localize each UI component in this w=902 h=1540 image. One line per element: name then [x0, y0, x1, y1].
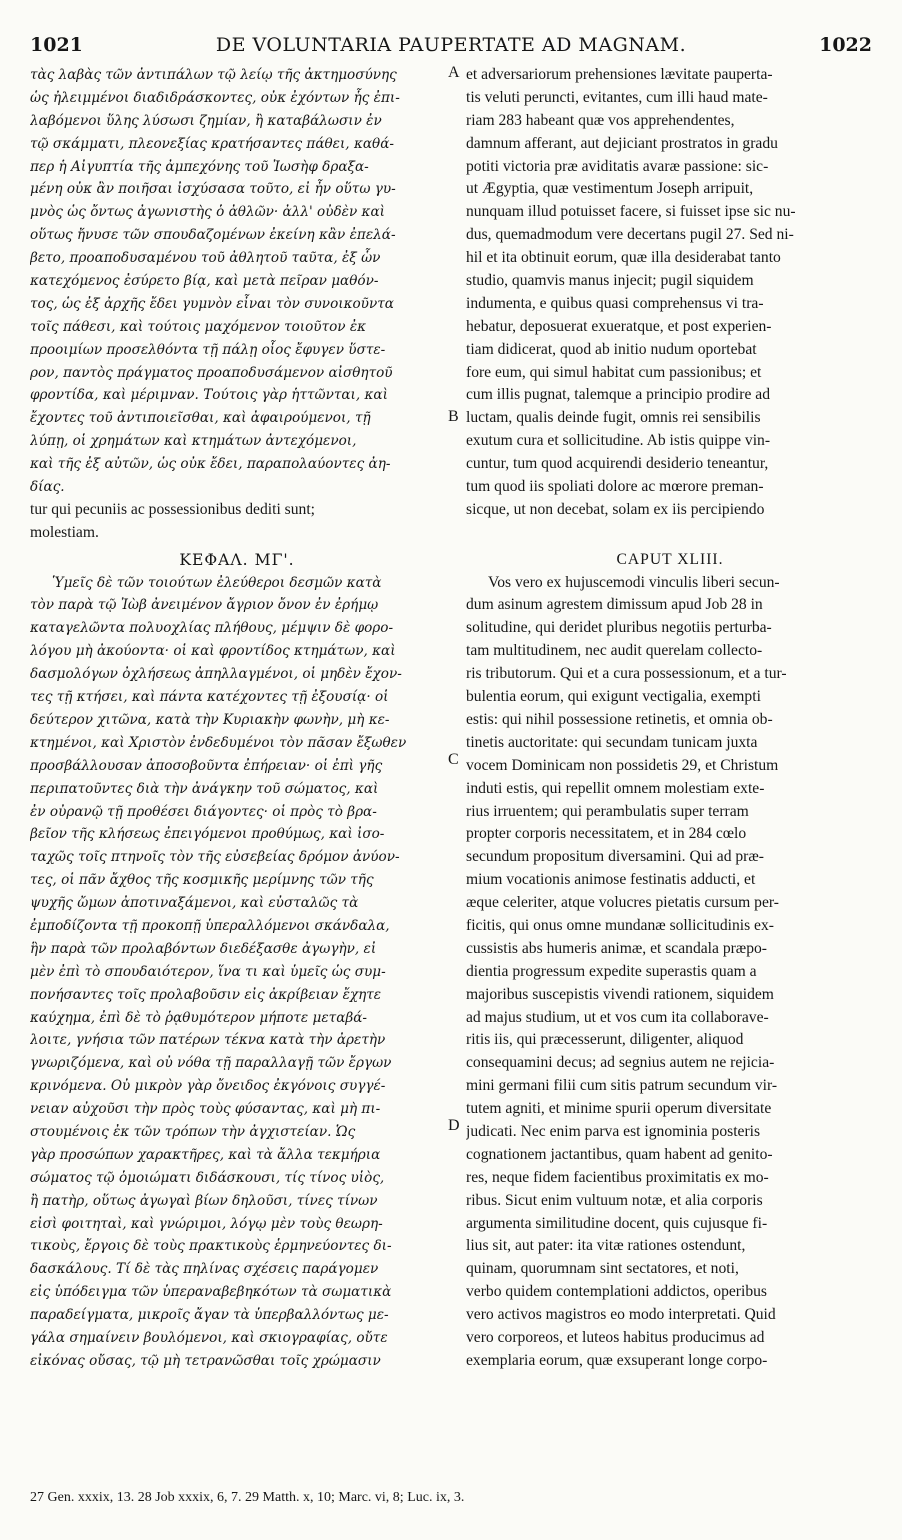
greek-text-line: τὸν παρὰ τῷ Ἰὼβ ἀνειμένον ἄγριον ὄνον ἐν ἐρήμῳ — [30, 597, 379, 614]
greek-text-line: δασμολόγων ὀχλήσεως ἀπηλλαγμένοι, οἱ μηδὲν ἔχον- — [30, 666, 402, 683]
latin-text-line: cuntur, tum quod acquirendi desiderio teneantur, — [466, 455, 769, 473]
latin-text-line: bulentia eorum, qui exigunt vectigalia, exempti — [466, 688, 761, 706]
greek-text-line: πονήσαντες τοῖς προλαβοῦσιν εἰς ἀκρίβειαν ἔχητε — [30, 986, 382, 1003]
latin-text-line: cum illis pugnat, talemque a principio prodire ad — [466, 386, 770, 404]
section-marker-a: A — [448, 64, 460, 81]
latin-text-line: indumenta, e quibus quasi comprehensus vi tra- — [466, 294, 764, 312]
latin-text-line: rius irruentem; qui perambulatis super terram — [466, 802, 749, 820]
latin-text-line: hebatur, deposuerat exueratque, et post experien- — [466, 317, 772, 335]
footnotes: 27 Gen. xxxix, 13. 28 Job xxxix, 6, 7. 29 Matth. x, 10; Marc. vi, 8; Luc. ix, 3. — [30, 1490, 465, 1505]
greek-text-line: γνωριζόμενα, καὶ οὐ νόθα τῇ παραλλαγῇ τῶν ἔργων — [30, 1055, 392, 1072]
latin-text-line: induti estis, qui repellit omnem molestiam exte- — [466, 779, 765, 797]
greek-text-line: εἰσὶ φοιτηταὶ, καὶ γνώριμοι, λόγῳ μὲν τοὺς θεωρη- — [30, 1215, 383, 1232]
latin-text-line: nunquam illud potuisset facere, si fuisset ipse sic nu- — [466, 203, 796, 221]
greek-text-line: ἐμποδίζοντα τῇ προκοπῇ ὑπεραλλόμενοι σκάνδαλα, — [30, 917, 390, 934]
latin-text-line: cussistis abs humeris animæ, et scandala præpo- — [466, 939, 767, 957]
greek-text-line: βεῖον τῆς κλήσεως ἐπειγόμενοι προθύμως, καὶ ἰσο- — [30, 826, 385, 843]
greek-text-line: τες, οἱ πᾶν ἄχθος τῆς κοσμικῆς μερίμνης τῶν τῆς — [30, 872, 374, 889]
greek-text-line: τῷ σκάμματι, πλεονεξίας κρατήσαντες πάθει, καθά- — [30, 135, 394, 152]
latin-text-line: majoribus suscepistis vivendi rationem, siquidem — [466, 985, 774, 1003]
greek-text-line: δασκάλους. Τί δὲ τὰς πηλίνας σχέσεις παράγομεν — [30, 1261, 379, 1278]
latin-text-line: Vos vero ex hujuscemodi vinculis liberi secun- — [488, 573, 780, 591]
greek-text-line: μνὸς ὡς ὄντως ἀγωνιστὴς ὁ ἀθλῶν· ἀλλ' οὐδὲν καὶ — [30, 204, 385, 221]
greek-text-line: λόγου μὴ ἀκούοντα· οἱ καὶ φροντίδος κτημάτων, καὶ — [30, 643, 396, 660]
latin-overflow-line: molestiam. — [30, 523, 99, 541]
latin-text-line: dientia progressum expedite superastis quam a — [466, 962, 757, 980]
column-spacer — [466, 522, 874, 545]
latin-text-line: solitudine, qui deridet pluribus negotiis perturba- — [466, 619, 772, 637]
greek-text-line: ταχῶς τοῖς πτηνοῖς τὸν τῆς εὐσεβείας δρόμον ἀνύον- — [30, 849, 400, 866]
section-marker-d: D — [448, 1117, 460, 1134]
greek-text-line: κρινόμενα. Οὐ μικρὸν γὰρ ὄνειδος ἐκγόνοις συγγέ- — [30, 1078, 386, 1095]
latin-text-line: estis: qui nihil possessione retinetis, et omnia ob- — [466, 710, 773, 728]
latin-text-line: vocem Dominicam non possidetis 29, et Christum — [466, 756, 779, 774]
greek-text-line: καύχημα, ἐπὶ δὲ τὸ ῥᾳθυμότερον μήποτε μεταβά- — [30, 1009, 368, 1026]
latin-text-line: vero corporeos, et luteos habitus producimus ad — [466, 1328, 765, 1346]
latin-text-line: damnum afferant, aut dejiciant prostratos in gradu — [466, 134, 778, 152]
latin-text-line: vero activos magistros eo modo interpretati. Quid — [466, 1306, 776, 1324]
latin-overflow-line: tur qui pecuniis ac possessionibus dediti sunt; — [30, 500, 315, 518]
latin-text-line: æque celeriter, atque volucres pietatis cursum per- — [466, 894, 779, 912]
greek-text-line: παραδείγματα, μικροῖς ἄγαν τὰ ὑπερβαλλόντως με- — [30, 1307, 389, 1324]
latin-text-line: et adversariorum prehensiones lævitate pauperta- — [466, 66, 773, 83]
greek-text-line: τος, ὡς ἐξ ἀρχῆς ἔδει γυμνὸν εἶναι τὸν συνοικοῦντα — [30, 295, 394, 312]
latin-text-line: quinam, quorumnam sint sectatores, et noti, — [466, 1260, 739, 1278]
latin-text-line: consequamini decus; ad segnius autem ne rejicia- — [466, 1054, 775, 1072]
latin-text-line: argumenta similitudine docent, quis cujusque fi- — [466, 1214, 768, 1232]
greek-text-line: κτημένοι, καὶ Χριστὸν ἐνδεδυμένοι τὸν πᾶσαν ἔξωθεν — [30, 734, 407, 751]
greek-text-line: δίας. — [30, 479, 65, 496]
latin-text-line: mini germani filii cum sitis patrum secundum vir- — [466, 1077, 778, 1095]
greek-text-line: δεύτερον χιτῶνα, κατὰ τὴν Κυριακὴν φωνὴν, μὴ κε- — [30, 711, 390, 728]
greek-text-line: περ ἡ Αἰγυπτία τῆς ἀμπεχόνης τοῦ Ἰωσὴφ δραξα- — [30, 158, 369, 175]
latin-text-line: studio, quamvis manus injecit; pugil siquidem — [466, 272, 754, 290]
latin-text-line: lius sit, aut pater: ita vitæ rationes ostendunt, — [466, 1237, 746, 1255]
latin-text-line: verbo quidem contemplationi addictos, operibus — [466, 1283, 767, 1301]
greek-text-line: ἢ πατὴρ, οὕτως ἀγωγαὶ βίων δηλοῦσι, τίνες τίνων — [30, 1192, 378, 1209]
greek-text-line: εἰς ὑπόδειγμα τῶν ὑπεραναβεβηκότων τὰ σωματικὰ — [30, 1284, 392, 1301]
latin-text-line: res, neque fidem facientibus proximitatis ex mo- — [466, 1168, 769, 1186]
greek-text-line: καταγελῶντα πολυοχλίας πλήθους, μέμψιν δὲ φορο- — [30, 620, 394, 637]
greek-text-line: ἔχοντες τοῦ ἀντιποιεῖσθαι, καὶ ἀφαιρούμενοι, τῇ — [30, 410, 371, 427]
greek-text-line: λαβόμενοι ὕλης λύσωσι ζημίαν, ἢ καταβάλωσιν ἐν — [30, 112, 382, 129]
greek-text-line: ὡς ἠλειμμένοι διαδιδράσκοντες, οὐκ ἐχόντων ἧς ἐπι- — [30, 89, 400, 106]
left-page-number: 1021 — [30, 34, 83, 56]
latin-text-line: tutem agniti, et minime spurii operum diversitate — [466, 1100, 772, 1118]
latin-text-line: tum quod iis spoliati dolore ac mœrore preman- — [466, 478, 764, 496]
greek-text-line: κατεχόμενος ἐσύρετο βίᾳ, καὶ μετὰ πεῖραν μαθόν- — [30, 273, 379, 290]
latin-text-line: exutum cura et sollicitudine. Ab istis quippe vin- — [466, 432, 771, 450]
latin-text-line: exemplaria eorum, quæ exsuperant longe corpo- — [466, 1351, 768, 1369]
greek-text-line: γὰρ προσώπων χαρακτῆρες, καὶ τὰ ἄλλα τεκμήρια — [30, 1146, 381, 1163]
greek-text-line: τὰς λαβὰς τῶν ἀντιπάλων τῷ λείῳ τῆς ἀκτημοσύνης — [30, 67, 397, 83]
latin-text-line: ribus. Sicut enim vultuum notæ, et alia corporis — [466, 1191, 763, 1209]
greek-text-line: στουμένοις ἐκ τῶν τρόπων τὴν ἀγχιστείαν. Ὡς — [30, 1123, 356, 1140]
latin-text-line: tam multitudinem, nec audit querelam collecto- — [466, 642, 763, 660]
greek-text-line: καὶ τῆς ἐξ αὐτῶν, ὡς οὐκ ἔδει, παραπολαύοντες ἀη- — [30, 456, 391, 473]
greek-text-line: Ὑμεῖς δὲ τῶν τοιούτων ἐλεύθεροι δεσμῶν κατὰ — [52, 574, 382, 591]
greek-text-line: περιπατοῦντες διὰ τὴν ἀνάγκην τοῦ σώματος, καὶ — [30, 780, 379, 797]
latin-text-line: tis veluti peruncti, evitantes, cum illi haud mate- — [466, 88, 768, 106]
greek-chapter-heading: ΚΕΦΑΛ. ΜΓ'. — [179, 550, 295, 569]
latin-text-line: dus, quemadmodum vere decertans pugil 27. Sed ni- — [466, 226, 794, 244]
greek-text-line: φροντίδα, καὶ μέριμναν. Τούτοις γὰρ ἡττῶνται, καὶ — [30, 387, 388, 404]
section-marker-c: C — [448, 751, 459, 768]
greek-text-line: λοιτε, γνήσια τῶν πατέρων τέκνα κατὰ τὴν ἀρετὴν — [30, 1032, 386, 1049]
latin-text-line: tiam didicerat, quod ab initio nudum oportebat — [466, 340, 757, 358]
greek-text-line: τοῖς πάθεσι, καὶ τούτοις μαχόμενον τοιοῦτον ἐκ — [30, 318, 367, 335]
right-page-number: 1022 — [819, 34, 872, 56]
greek-text-line: ρον, παντὸς πράγματος προαποδυσάμενον αἰσθητοῦ — [30, 364, 393, 381]
latin-chapter-heading: CAPUT XLIII. — [616, 550, 724, 568]
section-marker-b: B — [448, 408, 459, 425]
latin-text-line: riam 283 habeant quæ vos apprehendentes, — [466, 111, 735, 129]
greek-text-line: τικοὺς, ἔργοις δὲ τοὺς πρακτικοὺς ἑρμηνεύοντες δι- — [30, 1238, 392, 1255]
latin-text-line: hil et ita obtinuit eorum, quæ illa desiderabat tanto — [466, 249, 781, 267]
greek-text-line: τες τῇ κτήσει, καὶ πάντα κατέχοντες τῇ ἐξουσίᾳ· οἱ — [30, 689, 389, 706]
latin-text-line: ficitis, qui onus omne mundanæ sollicitudinis ex- — [466, 916, 774, 934]
greek-text-line: ἣν παρὰ τῶν προλαβόντων διεδέξασθε ἀγωγὴν, εἰ — [30, 940, 377, 957]
greek-text-line: σώματος τῷ ὁμοιώματι διδάσκουσι, τίς τίνος υἱὸς, — [30, 1169, 385, 1186]
latin-text-line: ritis iis, qui præcesserunt, diligenter, aliquod — [466, 1031, 744, 1049]
latin-text-line: propter corporis necessitatem, et in 284 cœlo — [466, 825, 747, 843]
latin-text-line: luctam, qualis deinde fugit, omnis rei sensibilis — [466, 409, 761, 427]
greek-text-line: εἰκόνας οὔσας, τῷ μὴ τετρανῶσθαι τοῖς χρώμασιν — [30, 1352, 381, 1369]
latin-text-line: ris tributorum. Qui et a cura possessionum, et a tur- — [466, 665, 787, 683]
greek-text-line: λύπῃ, οἱ χρημάτων καὶ κτημάτων ἀντεχόμενοι, — [30, 433, 357, 450]
greek-text-line: βετο, προαποδυσαμένου τοῦ ἀθλητοῦ ταῦτα, ἐξ ὧν — [30, 250, 381, 267]
greek-text-line: μένη οὐκ ἂν ποιῆσαι ἰσχύσασα τοῦτο, εἰ ἦν οὕτω γυ- — [30, 181, 396, 198]
running-title: DE VOLUNTARIA PAUPERTATE AD MAGNAM. — [215, 34, 687, 56]
latin-text-line: sicque, ut non decebat, solam ex iis percipiendo — [466, 500, 765, 518]
greek-text-line: ἐν οὐρανῷ τῇ προθέσει διάγοντες· οἱ πρὸς τὸ βρα- — [30, 803, 377, 820]
latin-text-line: ad majus studium, ut et vos cum ita collaborave- — [466, 1008, 769, 1026]
latin-text-line: potiti victoria præ aviditatis avaræ passione: sic- — [466, 157, 769, 175]
greek-text-line: οὕτως ἤνυσε τῶν σπουδαζομένων ἐκείνη κἂν ἐπελά- — [30, 227, 396, 244]
page-header — [30, 34, 872, 60]
latin-text-line: dum asinum agrestem dimissum apud Job 28 in — [466, 596, 763, 614]
greek-column — [30, 64, 444, 1373]
latin-text-line: mium vocationis animose festinatis adducti, et — [466, 871, 756, 889]
greek-text-line: μὲν ἐπὶ τὸ σπουδαιότερον, ἵνα τι καὶ ὑμεῖς ὡς συμ- — [30, 963, 386, 980]
greek-text-line: προοιμίων προσελθόντα τῇ πάλῃ οἷος ἔφυγεν ὕστε- — [30, 341, 386, 358]
latin-text-line: fore eum, qui simul habitat cum passionibus; et — [466, 363, 762, 381]
latin-text-line: judicati. Nec enim parva est ignominia posteris — [466, 1122, 761, 1140]
latin-text-line: tinetis auctoritate: qui secundam tunicam juxta — [466, 733, 758, 751]
greek-text-line: γάλα σημαίνειν βουλόμενοι, καὶ σκιογραφίας, οὔτε — [30, 1329, 388, 1346]
latin-text-line: ut Ægyptia, quæ vestimentum Joseph arripuit, — [466, 180, 754, 198]
greek-text-line: προσβάλλουσαν ἀποσοβοῦντα ἐπήρειαν· οἱ ἐπὶ γῆς — [30, 757, 383, 774]
latin-text-line: secundum propositum diversamini. Qui ad præ- — [466, 848, 764, 866]
greek-text-line: ψυχῆς ὤμων ἀποτιναξάμενοι, καὶ εὐσταλῶς τὰ — [30, 895, 359, 912]
latin-text-line: cognationem jactantibus, quam habent ad genito- — [466, 1145, 773, 1163]
greek-text-line: νειαν αὐχοῦσι τὴν πρὸς τοὺς φύσαντας, καὶ μὴ πι- — [30, 1101, 381, 1118]
latin-column — [466, 64, 874, 1373]
